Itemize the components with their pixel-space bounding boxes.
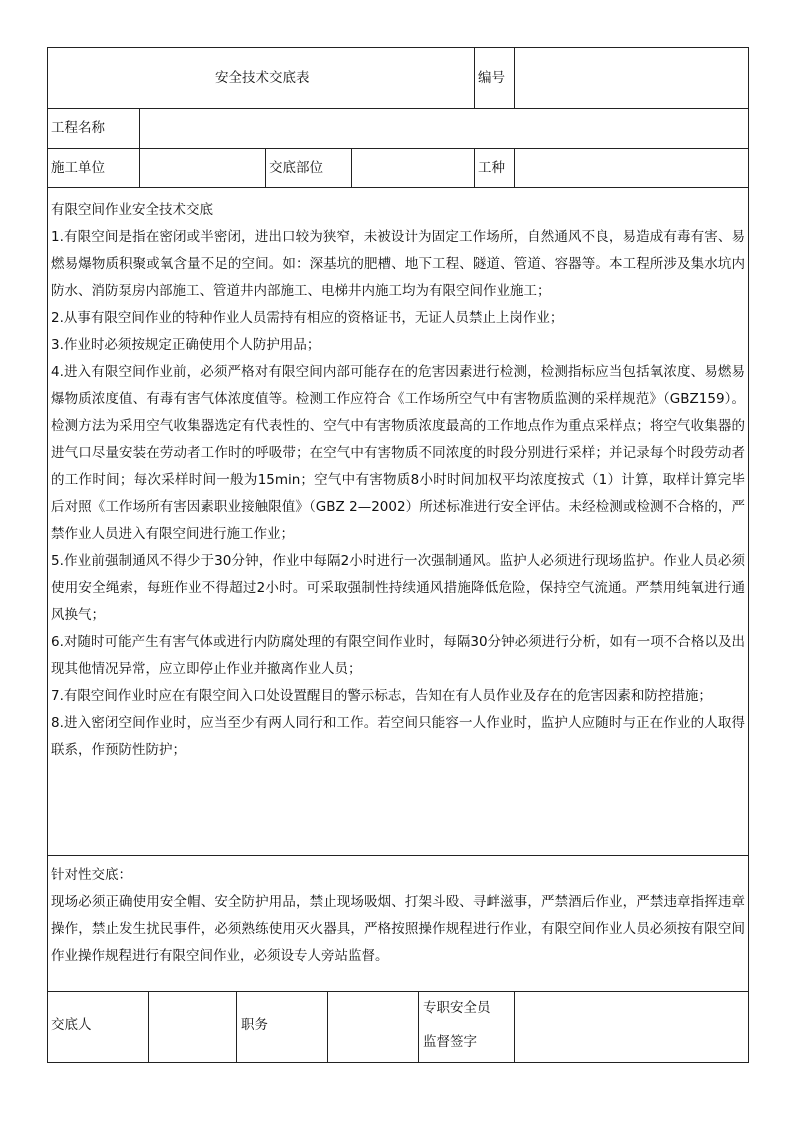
- row-divider: [47, 855, 749, 856]
- content-item: 5.作业前强制通风不得少于30分钟，作业中每隔2小时进行一次强制通风。监护人必须进行现场监护。作业人员必须使用安全绳索，每班作业不得超过2小时。可采取强制性持续通风措施降低危险，保持空气流通。严禁用纯氧进行通风换气；: [51, 553, 745, 623]
- col-divider: [474, 148, 475, 187]
- targeted-body: 现场必须正确使用安全帽、安全防护用品，禁止现场吸烟、打架斗殴、寻衅滋事，严禁酒后作业，严禁违章指挥违章操作，禁止发生扰民事件，必须熟练使用灭火器具，严格按照操作规程进行作业，有限空间作业人员必须按有限空间作业操作规程进行有限空间作业，必须设专人旁站监督。: [51, 894, 745, 964]
- supervision-signature-label: 监督签字: [423, 1034, 477, 1050]
- targeted-disclosure: [51, 862, 745, 970]
- col-divider: [139, 108, 140, 187]
- col-divider: [418, 991, 419, 1063]
- disclosure-part-label: 交底部位: [269, 160, 323, 176]
- row-divider: [47, 187, 749, 188]
- row-divider: [47, 148, 749, 149]
- col-divider: [236, 991, 237, 1063]
- discloser-label: 交底人: [51, 1017, 92, 1033]
- col-divider: [514, 991, 515, 1063]
- row-divider: [47, 991, 749, 992]
- content-item: 2.从事有限空间作业的特种作业人员需持有相应的资格证书，无证人员禁止上岗作业；: [51, 310, 564, 326]
- number-label: 编号: [478, 70, 505, 86]
- disclosure-content: [51, 197, 745, 764]
- content-item: 3.作业时必须按规定正确使用个人防护用品；: [51, 337, 321, 353]
- col-divider: [514, 47, 515, 108]
- content-item: 6.对随时可能产生有害气体或进行内防腐处理的有限空间作业时，每隔30分钟必须进行分析，如有一项不合格以及出现其他情况异常，应立即停止作业并撤离作业人员；: [51, 634, 745, 677]
- position-label: 职务: [241, 1017, 268, 1033]
- targeted-heading: 针对性交底：: [51, 867, 132, 883]
- row-divider: [47, 108, 749, 109]
- content-item: 1.有限空间是指在密闭或半密闭，进出口较为狭窄，未被设计为固定工作场所，自然通风不良，易造成有毒有害、易燃易爆物质积聚或氧含量不足的空间。如：深基坑的肥槽、地下工程、隧道、管道、容器等。本工程所涉及集水坑内防水、消防泵房内部施工、管道井内部施工、电梯井内施工均为有限空间作业施工；: [51, 229, 745, 299]
- project-name-label: 工程名称: [51, 120, 105, 136]
- col-divider: [474, 47, 475, 108]
- content-heading: 有限空间作业安全技术交底: [51, 202, 213, 218]
- content-item: 8.进入密闭空间作业时，应当至少有两人同行和工作。若空间只能容一人作业时，监护人应随时与正在作业的人取得联系，作预防性防护；: [51, 715, 745, 758]
- col-divider: [148, 991, 149, 1063]
- safety-officer-label: 专职安全员: [423, 1000, 491, 1016]
- col-divider: [351, 148, 352, 187]
- construction-unit-label: 施工单位: [51, 160, 105, 176]
- col-divider: [514, 148, 515, 187]
- col-divider: [265, 148, 266, 187]
- content-item: 7.有限空间作业时应在有限空间入口处设置醒目的警示标志，告知在有人员作业及存在的危害因素和防控措施；: [51, 688, 712, 704]
- page-title: 安全技术交底表: [215, 70, 310, 86]
- trade-label: 工种: [478, 160, 505, 176]
- content-item: 4.进入有限空间作业前，必须严格对有限空间内部可能存在的危害因素进行检测，检测指标应当包括氧浓度、易燃易爆物质浓度值、有毒有害气体浓度值等。检测工作应符合《工作场所空气中有害物质监测的采样规范》（GBZ159）。检测方法为采用空气收集器选定有代表性的、空气中有害物质浓度最高的工作地点作为重点采样点；将空气收集器的进气口尽量安装在劳动者工作时的呼吸带；在空气中有害物质不同浓度的时段分别进行采样；并记录每个时段劳动者的工作时间；每次采样时间一般为15min；空气中有害物质8小时时间加权平均浓度按式（1）计算，取样计算完毕后对照《工作场所有害因素职业接触限值》（GBZ 2—2002）所述标准进行安全评估。未经检测或检测不合格的，严禁作业人员进入有限空间进行施工作业；: [51, 364, 745, 542]
- col-divider: [327, 991, 328, 1063]
